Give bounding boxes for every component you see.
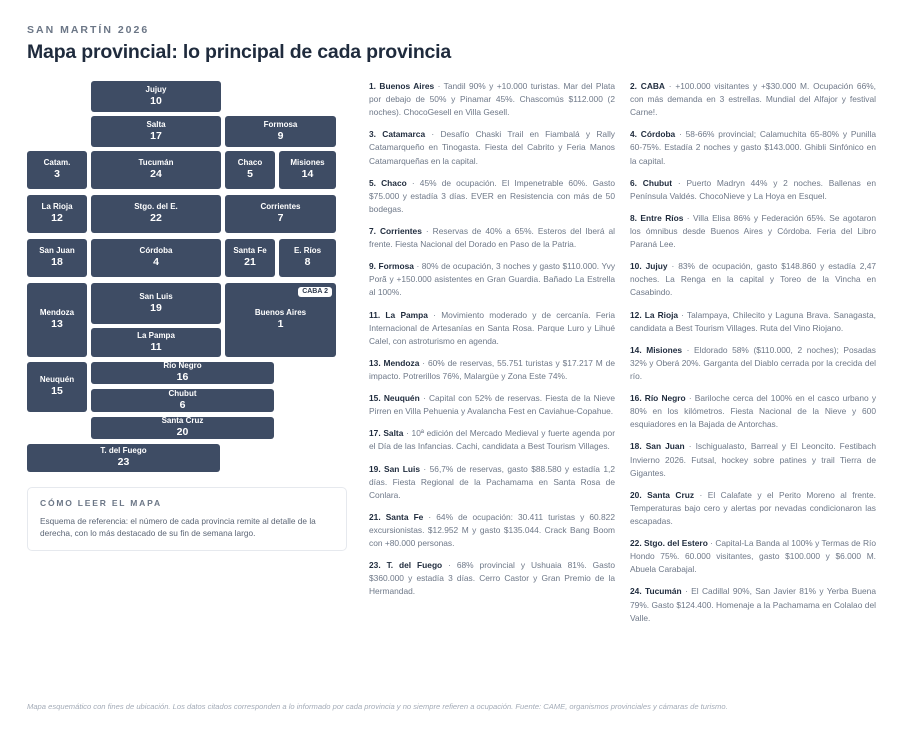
tile-name: Chaco [237, 158, 263, 168]
entry-text: · El Cadillal 90%, San Javier 81% y Yerba Buena 79%. Gasto $124.400. Homenaje a la Pachamama en Colalao del Valle. [630, 586, 876, 623]
entry-text: · Eldorado 58% ($110.000, 2 noches); Posadas 32% y Oberá 20%. Garganta del Diablo cerrada por la crecida del río. [630, 344, 876, 381]
province-entry [369, 309, 615, 348]
entry-heading: 18. San Juan [630, 441, 685, 452]
tile-salta[interactable] [91, 116, 221, 147]
tile-name: Chubut [168, 388, 197, 398]
entry-heading: 10. Jujuy [630, 261, 668, 272]
tile-number: 16 [176, 371, 189, 384]
tile-name: La Pampa [137, 330, 175, 340]
tile-name: La Rioja [41, 202, 73, 212]
tile-number: 13 [51, 318, 63, 331]
entry-text: · Puerto Madryn 44% y 2 noches. Ballenas en Península Valdés. ChocoNieve y La Hoya en Esquel. [630, 177, 876, 201]
entry-text: · Reservas de 40% a 65%. Esteros del Iberá al frente. Fiesta Nacional del Dorado en Paso de la Patria. [369, 225, 615, 250]
entry-heading: 13. Mendoza [369, 357, 420, 368]
entry-text: · 83% de ocupación, gasto $148.860 y estadía 2,47 noches. La Renga en la capital y Toreo de la Vincha en Casabindo. [630, 261, 877, 298]
tile-tierra-del-fuego[interactable] [27, 444, 220, 472]
tile-name: Mendoza [39, 308, 75, 318]
province-entry [630, 128, 876, 167]
entry-heading: 5. Chaco [369, 177, 407, 188]
tile-number: 10 [150, 94, 162, 107]
kicker: SAN MARTÍN 2026 [27, 24, 150, 36]
tile-name: Misiones [290, 158, 325, 168]
province-entry [630, 260, 876, 299]
province-entry [630, 585, 876, 624]
tile-number: 23 [117, 456, 130, 469]
entry-text: · Ischigualasto, Barreal y El Leoncito. Festibach Invierno 2026. Futsal, hockey sobre patines y trail Tierra de Gigantes. [630, 441, 876, 478]
province-entry [369, 225, 615, 251]
entries-column-right [630, 80, 876, 634]
entry-heading: 20. Santa Cruz [630, 489, 695, 500]
tile-number: 15 [51, 385, 63, 398]
province-entry [369, 511, 615, 550]
tile-chubut[interactable] [91, 389, 274, 412]
entry-text: · Tandil 90% y +10.000 turistas. Mar del Plata por debajo de 50% y Pinamar 45%. Chascomús $112.000 (2 noches). ChocoGesell en Villa Gesell. [369, 81, 615, 118]
tile-name: Córdoba [139, 246, 173, 256]
tile-number: 11 [150, 340, 162, 353]
tile-name: Tucumán [138, 158, 174, 168]
tile-name: Río Negro [163, 361, 202, 371]
tile-number: 3 [54, 168, 60, 181]
entry-text: · Desafío Chaski Trail en Fiambalá y Rally Catamarqueño en Tinogasta. Fiesta del Cabrito y Feria Manos Catamarqueñas en la capital. [369, 129, 615, 166]
entry-heading: 21. Santa Fe [369, 511, 424, 522]
tile-la-rioja[interactable] [27, 195, 87, 233]
entry-text: · Villa Elisa 86% y Federación 65%. Se agotaron los ómnibus desde Buenos Aires y Córdoba. Feria del Libro Paraná Lee. [630, 212, 876, 250]
tile-buenos-aires[interactable] [225, 283, 336, 357]
tile-number: 1 [277, 318, 284, 331]
page-title: Mapa provincial: lo principal de cada provincia [27, 41, 452, 63]
entry-text: · Talampaya, Chilecito y Laguna Brava. Sanagasta, candidata a Best Tourism Villages. Ruta del Vino Riojano. [630, 309, 876, 333]
entry-text: · El Calafate y el Perito Moreno al frente. Temperaturas bajo cero y alertas por nevadas condicionaron las escapadas. [630, 489, 876, 526]
entry-heading: 24. Tucumán [630, 586, 682, 597]
tile-santa-cruz[interactable] [91, 417, 274, 439]
tile-number: 5 [247, 168, 253, 181]
entry-text: · Movimiento moderado y de cercanía. Feria Internacional de Artesanías en Santa Rosa. Parque Luro y Lihué Calel, con astroturismo en agenda. [369, 309, 615, 346]
entry-text: · 58-66% provincial; Calamuchita 65-80% y Punilla 60-75%. Estadía 2 noches y gasto $143.000. Ghibli Sinfónico en la capital. [630, 129, 876, 166]
tile-jujuy[interactable] [91, 81, 221, 112]
tile-catamarca[interactable] [27, 151, 87, 189]
entry-text: · +100.000 visitantes y +$30.000 M. Ocupación 66%, con más demanda en 3 estrellas. Mundial del Alfajor y festival Carne!. [630, 81, 876, 118]
tile-number: 7 [277, 212, 284, 225]
province-entry [369, 559, 615, 598]
tile-rio-negro[interactable] [91, 362, 274, 384]
province-entry [630, 309, 876, 335]
legend-title: CÓMO LEER EL MAPA [40, 498, 162, 508]
tile-santiago-del-estero[interactable] [91, 195, 221, 233]
tile-san-luis[interactable] [91, 283, 221, 324]
province-entry [369, 260, 615, 299]
tile-number: 4 [153, 256, 159, 269]
entry-text: · Bariloche cerca del 100% en el casco urbano y 80% en los kilómetros. Fiesta Nacional de la Nieve y 600 esquiadores en la Bajada de Antorchas. [630, 393, 877, 430]
tile-name: Corrientes [260, 202, 301, 212]
legend-text: Esquema de referencia: el número de cada provincia remite al detalle de la derecha, con lo más destacado de su fin de semana largo. [40, 516, 316, 539]
tile-name: T. del Fuego [100, 446, 147, 456]
entry-text: · 10ª edición del Mercado Medieval y fuerte agenda por el Día de las Infancias. Cachi, candidata a Best Tourism Villages. [369, 428, 615, 452]
entry-heading: 23. T. del Fuego [369, 560, 443, 571]
tile-number: 19 [150, 301, 162, 314]
entry-heading: 22. Stgo. del Estero [630, 538, 708, 549]
tile-number: 8 [304, 256, 311, 269]
entry-text: · Capital-La Banda al 100% y Termas de Río Hondo 75%. 60.000 visitantes, gasto $100.000 y $6.000 M. Abuela Carabajal. [630, 538, 876, 575]
entries-column-left [369, 80, 615, 608]
caba-badge[interactable]: CABA 2 [298, 287, 332, 297]
tile-number: 20 [176, 426, 189, 439]
province-entry [630, 212, 876, 251]
province-entry [369, 357, 615, 383]
entry-heading: 15. Neuquén [369, 393, 420, 404]
province-entry [369, 80, 615, 119]
tile-name: Santa Cruz [161, 416, 204, 426]
entry-text: · 68% provincial y Ushuaia 81%. Gasto $360.000 y estadía 3 días. Cerro Castor y Gran Premio de la Hermandad. [369, 560, 615, 597]
entry-heading: 7. Corrientes [369, 225, 422, 236]
entry-text: · 56,7% de reservas, gasto $88.580 y estadía 1,2 días. Fiesta Regional de la Pachamama en Santa Rosa de Conlara. [369, 463, 616, 500]
province-entry [630, 440, 876, 479]
entry-heading: 4. Córdoba [630, 129, 676, 140]
entry-text: · 64% de ocupación: 30.411 turistas y 60.822 excursionistas. $12.952 M y gasto $135.044. Crack Bang Boom con +80.000 personas. [369, 511, 615, 549]
province-entry [369, 177, 615, 216]
tile-number: 6 [179, 398, 186, 411]
entry-heading: 1. Buenos Aires [369, 81, 435, 91]
tile-number: 12 [51, 212, 63, 225]
tile-misiones[interactable] [279, 151, 336, 189]
tile-name: E. Ríos [293, 246, 322, 256]
entry-heading: 16. Río Negro [630, 393, 686, 404]
province-entry [630, 344, 876, 383]
tile-name: Santa Fe [233, 246, 267, 256]
tile-number: 21 [244, 256, 256, 269]
entry-text: · Capital con 52% de reservas. Fiesta de la Nieve Pirren en Villa Pehuenia y Avalancha Fest en Caviahue-Copahue. [369, 393, 616, 417]
tile-name: Stgo. del E. [134, 202, 178, 212]
entry-heading: 14. Misiones [630, 344, 683, 355]
tile-san-juan[interactable] [27, 239, 87, 277]
tile-santa-fe[interactable] [225, 239, 275, 277]
tile-number: 18 [51, 256, 63, 269]
entry-text: · 45% de ocupación. El Impenetrable 60%. Gasto $75.000 y estadía 3 días. EVER en Resistencia con más de 50 bodegas. [369, 177, 615, 214]
entry-heading: 2. CABA [630, 81, 665, 91]
tile-number: 17 [150, 129, 162, 142]
tile-cordoba[interactable] [91, 239, 221, 277]
entry-heading: 9. Formosa [369, 261, 414, 272]
tile-chaco[interactable] [225, 151, 275, 189]
tile-la-pampa[interactable] [91, 328, 221, 357]
province-entry [369, 128, 615, 167]
entry-heading: 3. Catamarca [369, 129, 426, 140]
tile-name: San Juan [39, 246, 75, 256]
tile-name: Salta [146, 119, 166, 129]
tile-number: 9 [277, 129, 284, 142]
tile-number: 24 [150, 168, 162, 181]
entry-text: · 80% de ocupación, 3 noches y gasto $110.000. Yvy Porã y +150.000 asistentes en Gran Guardia. Bañado La Estrella al 100%. [369, 261, 616, 298]
tile-name: San Luis [139, 291, 173, 301]
tile-tucuman[interactable] [91, 151, 221, 189]
tile-entre-rios[interactable] [279, 239, 336, 277]
province-entry [630, 177, 876, 203]
entry-text: · 60% de reservas, 55.751 turistas y $17.217 M de impacto. Potrerillos 76%, Malargüe y Zona Este 74%. [369, 357, 615, 381]
province-entry [630, 392, 876, 431]
tile-name: Catam. [43, 158, 71, 168]
footnote: Mapa esquemático con fines de ubicación. Los datos citados corresponden a lo informado por cada provincia y no siempre refieren a ocupación. Fuente: CAME, organismos provinciales y cámaras de turismo. [27, 702, 728, 711]
entry-heading: 6. Chubut [630, 177, 673, 188]
tile-number: 14 [301, 168, 314, 181]
map-legend [27, 487, 347, 551]
entry-heading: 8. Entre Ríos [630, 212, 684, 223]
tile-name: Neuquén [39, 375, 75, 385]
province-entry [369, 392, 615, 418]
tile-neuquen[interactable] [27, 362, 87, 412]
province-entry [630, 537, 876, 576]
tile-corrientes[interactable] [225, 195, 336, 233]
entry-heading: 11. La Pampa [369, 309, 428, 320]
tile-name: Formosa [263, 119, 298, 129]
province-entry [369, 463, 615, 502]
tile-mendoza[interactable] [27, 283, 87, 357]
province-entry [369, 427, 615, 453]
entry-heading: 12. La Rioja [630, 309, 679, 320]
tile-name: Jujuy [145, 84, 167, 94]
entry-heading: 19. San Luis [369, 463, 421, 474]
tile-number: 22 [150, 212, 162, 225]
entry-heading: 17. Salta [369, 428, 404, 439]
tile-formosa[interactable] [225, 116, 336, 147]
province-entry [630, 80, 876, 119]
tile-name: Buenos Aires [254, 308, 307, 318]
province-entry [630, 489, 876, 528]
